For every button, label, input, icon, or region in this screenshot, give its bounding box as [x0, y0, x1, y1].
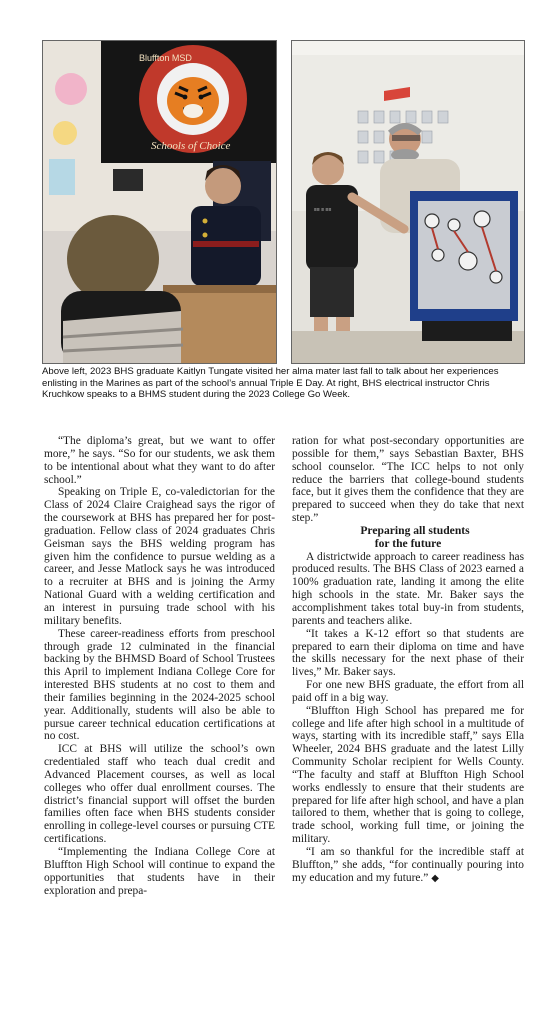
photo-caption: Above left, 2023 BHS graduate Kaitlyn Tungate visited her alma mater last fall to talk about her experiences enlisting in the Marines as part of the school’s annual Triple E Day. At right, BHS electrical instructor Chris Kruchkow speaks to a BHMS student during the 2023 College Go Week. — [42, 366, 499, 401]
article-column-right — [292, 435, 524, 886]
paragraph: ICC at BHS will utilize the school’s own credentialed staff who teach dual credit and Advanced Placement courses, as well as local colleges who offer dual enrollment courses. The district’s financial support will offset the burden families often face when BHS students consider enrolling in college-level courses or pursuing CTE certifications. — [44, 743, 275, 846]
paragraph: For one new BHS graduate, the effort from all paid off in a big way. — [292, 679, 524, 704]
paragraph: A districtwide approach to career readiness has produced results. The BHS Class of 2023 earned a 100% graduation rate, landing it among the elite high schools in the state. Mr. Baker says the accomplishment takes total buy-in from students, parents and teachers alike. — [292, 550, 524, 627]
photo-right — [291, 40, 525, 364]
paragraph-final — [292, 846, 524, 886]
article-column-left — [44, 435, 275, 897]
svg-text:≡≡ ≡ ≡≡: ≡≡ ≡ ≡≡ — [314, 207, 332, 213]
paragraph: These career-readiness efforts from preschool through grade 12 culminated in the financial backing by the BHMSD Board of School Trustees this April to implement Indiana College Core for interested BHS students at no cost to them and their families beginning in the 2024-2025 school year. Additionally, students will also be able to pursue career technical education certifications at no cost. — [44, 627, 275, 743]
photo-right-illustration — [292, 41, 524, 363]
final-paragraph-text: “I am so thankful for the incredible staff at Bluffton,” she adds, “for continually pouring into my education and my future.” — [292, 846, 524, 884]
paragraph: “Bluffton High School has prepared me for college and life after high school in a multitude of ways, starting with its incredible staff,” says Ella Wheeler, 2024 BHS graduate and the latest Lilly Community Scholar recipient for Wells County. “The faculty and staff at Bluffton High School works endlessly to ensure that their students are prepared for life after high school, and have a plan tailored to them, whether that is going to college, trade school, working full time, or joining the military. — [292, 704, 524, 846]
paragraph-continuation: ration for what post-secondary opportunities are possible for them,” says Sebastian Baxter, BHS school counselor. “The ICC helps to not only reduce the barriers that college-bound students face, but it gives them the confidence that they are prepared to succeed when they do take that next step.” — [292, 435, 524, 525]
logo-ring-text: Schools of Choice — [151, 140, 231, 152]
paragraph: “It takes a K-12 effort so that students are prepared to earn their diploma on time and have the skills necessary for the next phase of their lives,” Mr. Baker says. — [292, 627, 524, 679]
photo-left-illustration — [43, 41, 276, 363]
paragraph: “The diploma’s great, but we want to offer more,” he says. “So for our students, we ask them to be intentional about what they want to do after school.” — [44, 435, 275, 486]
subhead-line-2: for the future — [374, 536, 442, 550]
paragraph: Speaking on Triple E, co-valedictorian for the Class of 2024 Claire Craighead says the rigor of the coursework at BHS has prepared her for post-graduation. Fellow class of 2024 graduates Chris Geisman says the BHS welding program has given him the confidence to pursue welding as a career, and Jesse Matlock says he was introduced to a recruiter at BHS and is joining the Army National Guard with a welding certification and an interest in pursuing trade school with his military benefits. — [44, 486, 275, 627]
logo-banner-text: Bluffton MSD — [139, 53, 192, 63]
paragraph: “Implementing the Indiana College Core at Bluffton High School will continue to expand the opportunities that students have in their exploration and prepa- — [44, 846, 275, 897]
subhead-line-1: Preparing all students — [360, 523, 470, 537]
photo-left — [42, 40, 277, 364]
end-mark-icon: ◆ — [431, 872, 439, 884]
section-subhead — [292, 525, 524, 551]
